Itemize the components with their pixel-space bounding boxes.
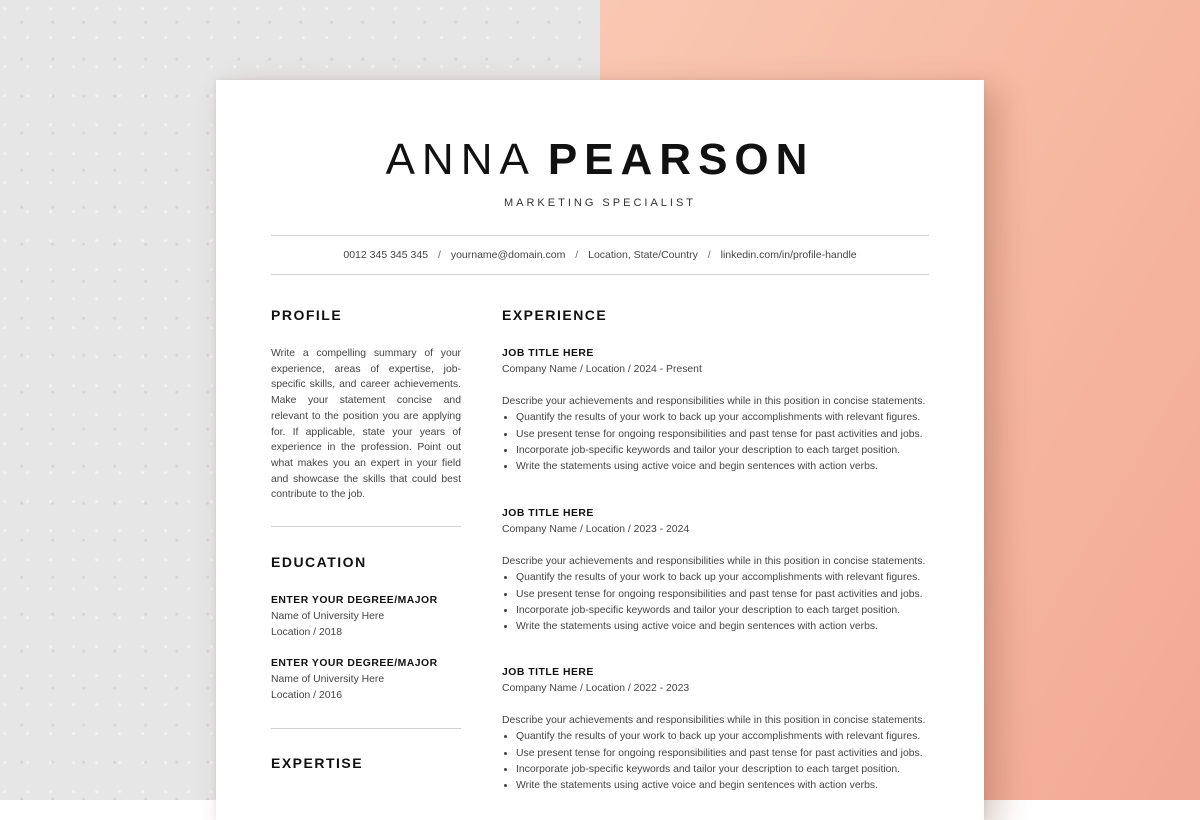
education-entry (271, 593, 471, 641)
contact-email: yourname@domain.com (450, 249, 566, 261)
job-title: MARKETING SPECIALIST (503, 197, 697, 209)
profile-summary: Write a compelling summary of your experience, areas of expertise, job-specific skills, and career achievements. Make your statement concise and relevant to the position you are applying for. If applicable, state your years of experience in the profession. Point out what makes you an expert in your field and showcase the skills that could best contribute to the job. (271, 348, 461, 501)
job-entry-meta: Company Name / Location / 2024 - Present (502, 364, 702, 376)
job-entry (502, 665, 942, 795)
job-bullet: • Incorporate job-specific keywords and tailor your description to each target position. (516, 603, 942, 619)
profile-divider (271, 526, 461, 527)
job-bullet: • Incorporate job-specific keywords and tailor your description to each target position. (516, 762, 942, 778)
job-bullet: • Quantify the results of your work to back up your accomplishments with relevant figures. (516, 410, 942, 426)
first-name: ANNA (385, 135, 536, 184)
job-entry-bullets (502, 410, 942, 476)
job-entry-title: JOB TITLE HERE (502, 348, 594, 359)
last-name: PEARSON (547, 135, 815, 184)
contact-divider-top (271, 235, 929, 236)
job-entry-description: Describe your achievements and responsibilities while in this position in concise statements. (502, 555, 926, 567)
contact-linkedin: linkedin.com/in/profile-handle (720, 249, 857, 261)
contact-separator: / (707, 249, 711, 261)
education-meta: Location / 2016 (271, 690, 343, 701)
contact-divider-bottom (271, 274, 929, 275)
job-bullet: • Write the statements using active voice and begin sentences with action verbs. (516, 619, 942, 635)
resume-page (216, 80, 984, 820)
job-entry-bullets (502, 570, 942, 636)
job-entry-bullets (502, 729, 942, 795)
education-divider (271, 728, 461, 729)
contact-line (271, 249, 929, 261)
university-name: Name of University Here (271, 674, 385, 685)
job-entry-title: JOB TITLE HERE (502, 508, 594, 519)
job-bullet: • Use present tense for ongoing responsibilities and past tense for past activities and jobs. (516, 587, 942, 603)
job-entry-description: Describe your achievements and responsibilities while in this position in concise statements. (502, 395, 926, 407)
job-entry (502, 346, 942, 476)
job-bullet: • Incorporate job-specific keywords and tailor your description to each target position. (516, 443, 942, 459)
job-bullet: • Quantify the results of your work to back up your accomplishments with relevant figures. (516, 729, 942, 745)
job-bullet: • Use present tense for ongoing responsibilities and past tense for past activities and jobs. (516, 427, 942, 443)
job-entry-meta: Company Name / Location / 2022 - 2023 (502, 683, 690, 695)
contact-location: Location, State/Country (588, 249, 698, 261)
job-bullet: • Use present tense for ongoing responsibilities and past tense for past activities and jobs. (516, 746, 942, 762)
job-bullet: • Write the statements using active voice and begin sentences with action verbs. (516, 778, 942, 794)
degree-title: ENTER YOUR DEGREE/MAJOR (271, 595, 438, 606)
job-entry-meta: Company Name / Location / 2023 - 2024 (502, 524, 690, 536)
university-name: Name of University Here (271, 611, 385, 622)
contact-separator: / (437, 249, 441, 261)
expertise-heading: EXPERTISE (271, 755, 364, 771)
degree-title: ENTER YOUR DEGREE/MAJOR (271, 658, 438, 669)
resume-name (216, 135, 984, 184)
job-entry-title: JOB TITLE HERE (502, 667, 594, 678)
education-heading: EDUCATION (271, 554, 367, 570)
job-entry-description: Describe your achievements and responsibilities while in this position in concise statements. (502, 714, 926, 726)
contact-phone: 0012 345 345 345 (343, 249, 429, 261)
job-entry (502, 506, 942, 636)
job-bullet: • Write the statements using active voice and begin sentences with action verbs. (516, 459, 942, 475)
job-bullet: • Quantify the results of your work to back up your accomplishments with relevant figures. (516, 570, 942, 586)
profile-heading: PROFILE (271, 307, 343, 323)
education-entry (271, 656, 471, 704)
contact-separator: / (575, 249, 579, 261)
experience-heading: EXPERIENCE (502, 307, 608, 323)
education-meta: Location / 2018 (271, 627, 343, 638)
